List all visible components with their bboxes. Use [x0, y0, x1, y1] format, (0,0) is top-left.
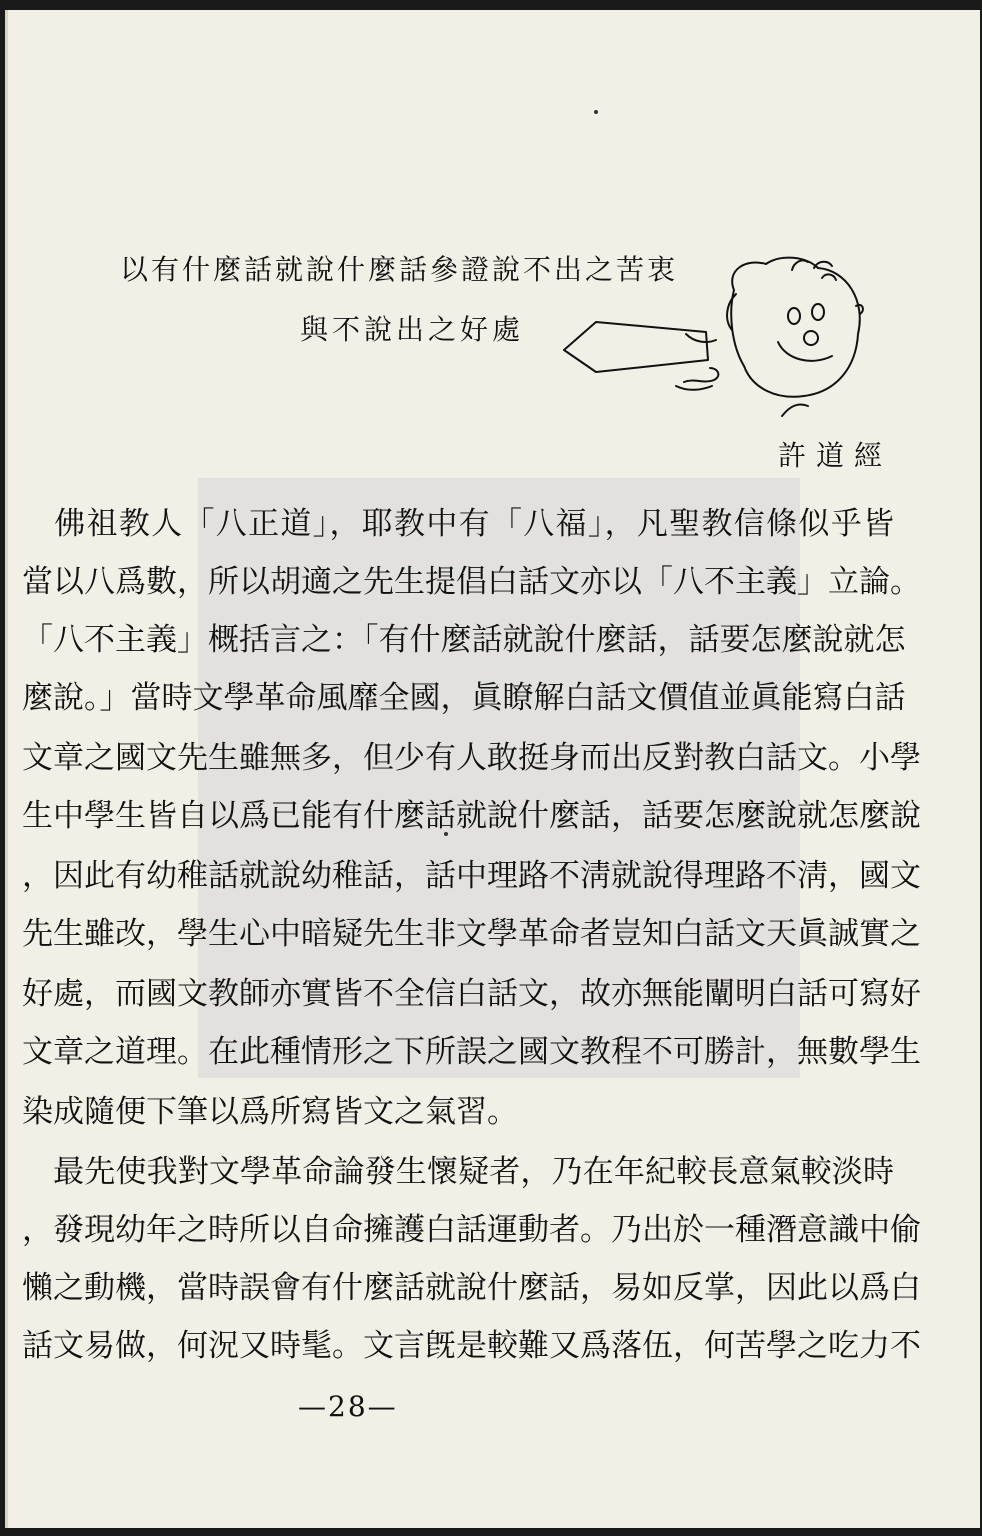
- paragraph-line: 好處，而國文教師亦實皆不全信白話文，故亦無能闡明白話可寫好: [22, 976, 921, 1012]
- cartoon-bear-holding-sign-icon: [556, 250, 876, 430]
- paragraph-line: 懶之動機，當時誤會有什麼話就說什麼話，易如反掌，因此以爲白: [22, 1270, 921, 1306]
- page-number: —28—: [298, 1390, 398, 1423]
- book-page: [5, 10, 980, 1528]
- article-subtitle: 與不說出之好處: [300, 313, 525, 346]
- paragraph-line: ，因此有幼稚話就說幼稚話，話中理路不淸就說得理路不淸，國文: [22, 858, 921, 894]
- paragraph-line: 生中學生皆自以爲已能有什麼話就說什麼話，話要怎麼說就怎麼說: [22, 798, 921, 834]
- paragraph-line: 先生雖改，學生心中暗疑先生非文學革命者豈知白話文天眞誠實之: [22, 916, 921, 952]
- author-name: 許道經: [778, 439, 893, 472]
- paragraph-line: 文章之道理。在此種情形之下所誤之國文教程不可勝計，無數學生: [22, 1034, 921, 1070]
- paragraph-line: 「八不主義」概括言之：「有什麼話就說什麼話，話要怎麼說就怎: [22, 622, 906, 658]
- paragraph-line: ，發現幼年之時所以自命擁護白話運動者。乃出於一種潛意識中偷: [22, 1212, 921, 1248]
- paragraph-line: 文章之國文先生雖無多，但少有人敢挺身而出反對教白話文。小學: [22, 740, 921, 776]
- ink-speck: [594, 110, 598, 114]
- article-title: 以有什麼話就說什麼話參證說不出之苦衷: [120, 253, 679, 286]
- paragraph-line: 最先使我對文學革命論發生懷疑者，乃在年紀較長意氣較淡時: [22, 1154, 894, 1190]
- paragraph-line: 當以八爲數，所以胡適之先生提倡白話文亦以「八不主義」立論。: [22, 564, 921, 600]
- paragraph-line: 染成隨便下筆以爲所寫皆文之氣習。: [22, 1094, 518, 1130]
- paragraph-line: 麼說。」當時文學革命風靡全國，眞瞭解白話文價值並眞能寫白話: [22, 680, 906, 716]
- paragraph-line: 話文易做，何況又時髦。文言旣是較難又爲落伍，何苦學之吃力不: [22, 1328, 921, 1364]
- paragraph-line: 佛祖教人「八正道」，耶教中有「八福」，凡聖教信條似乎皆: [22, 506, 894, 542]
